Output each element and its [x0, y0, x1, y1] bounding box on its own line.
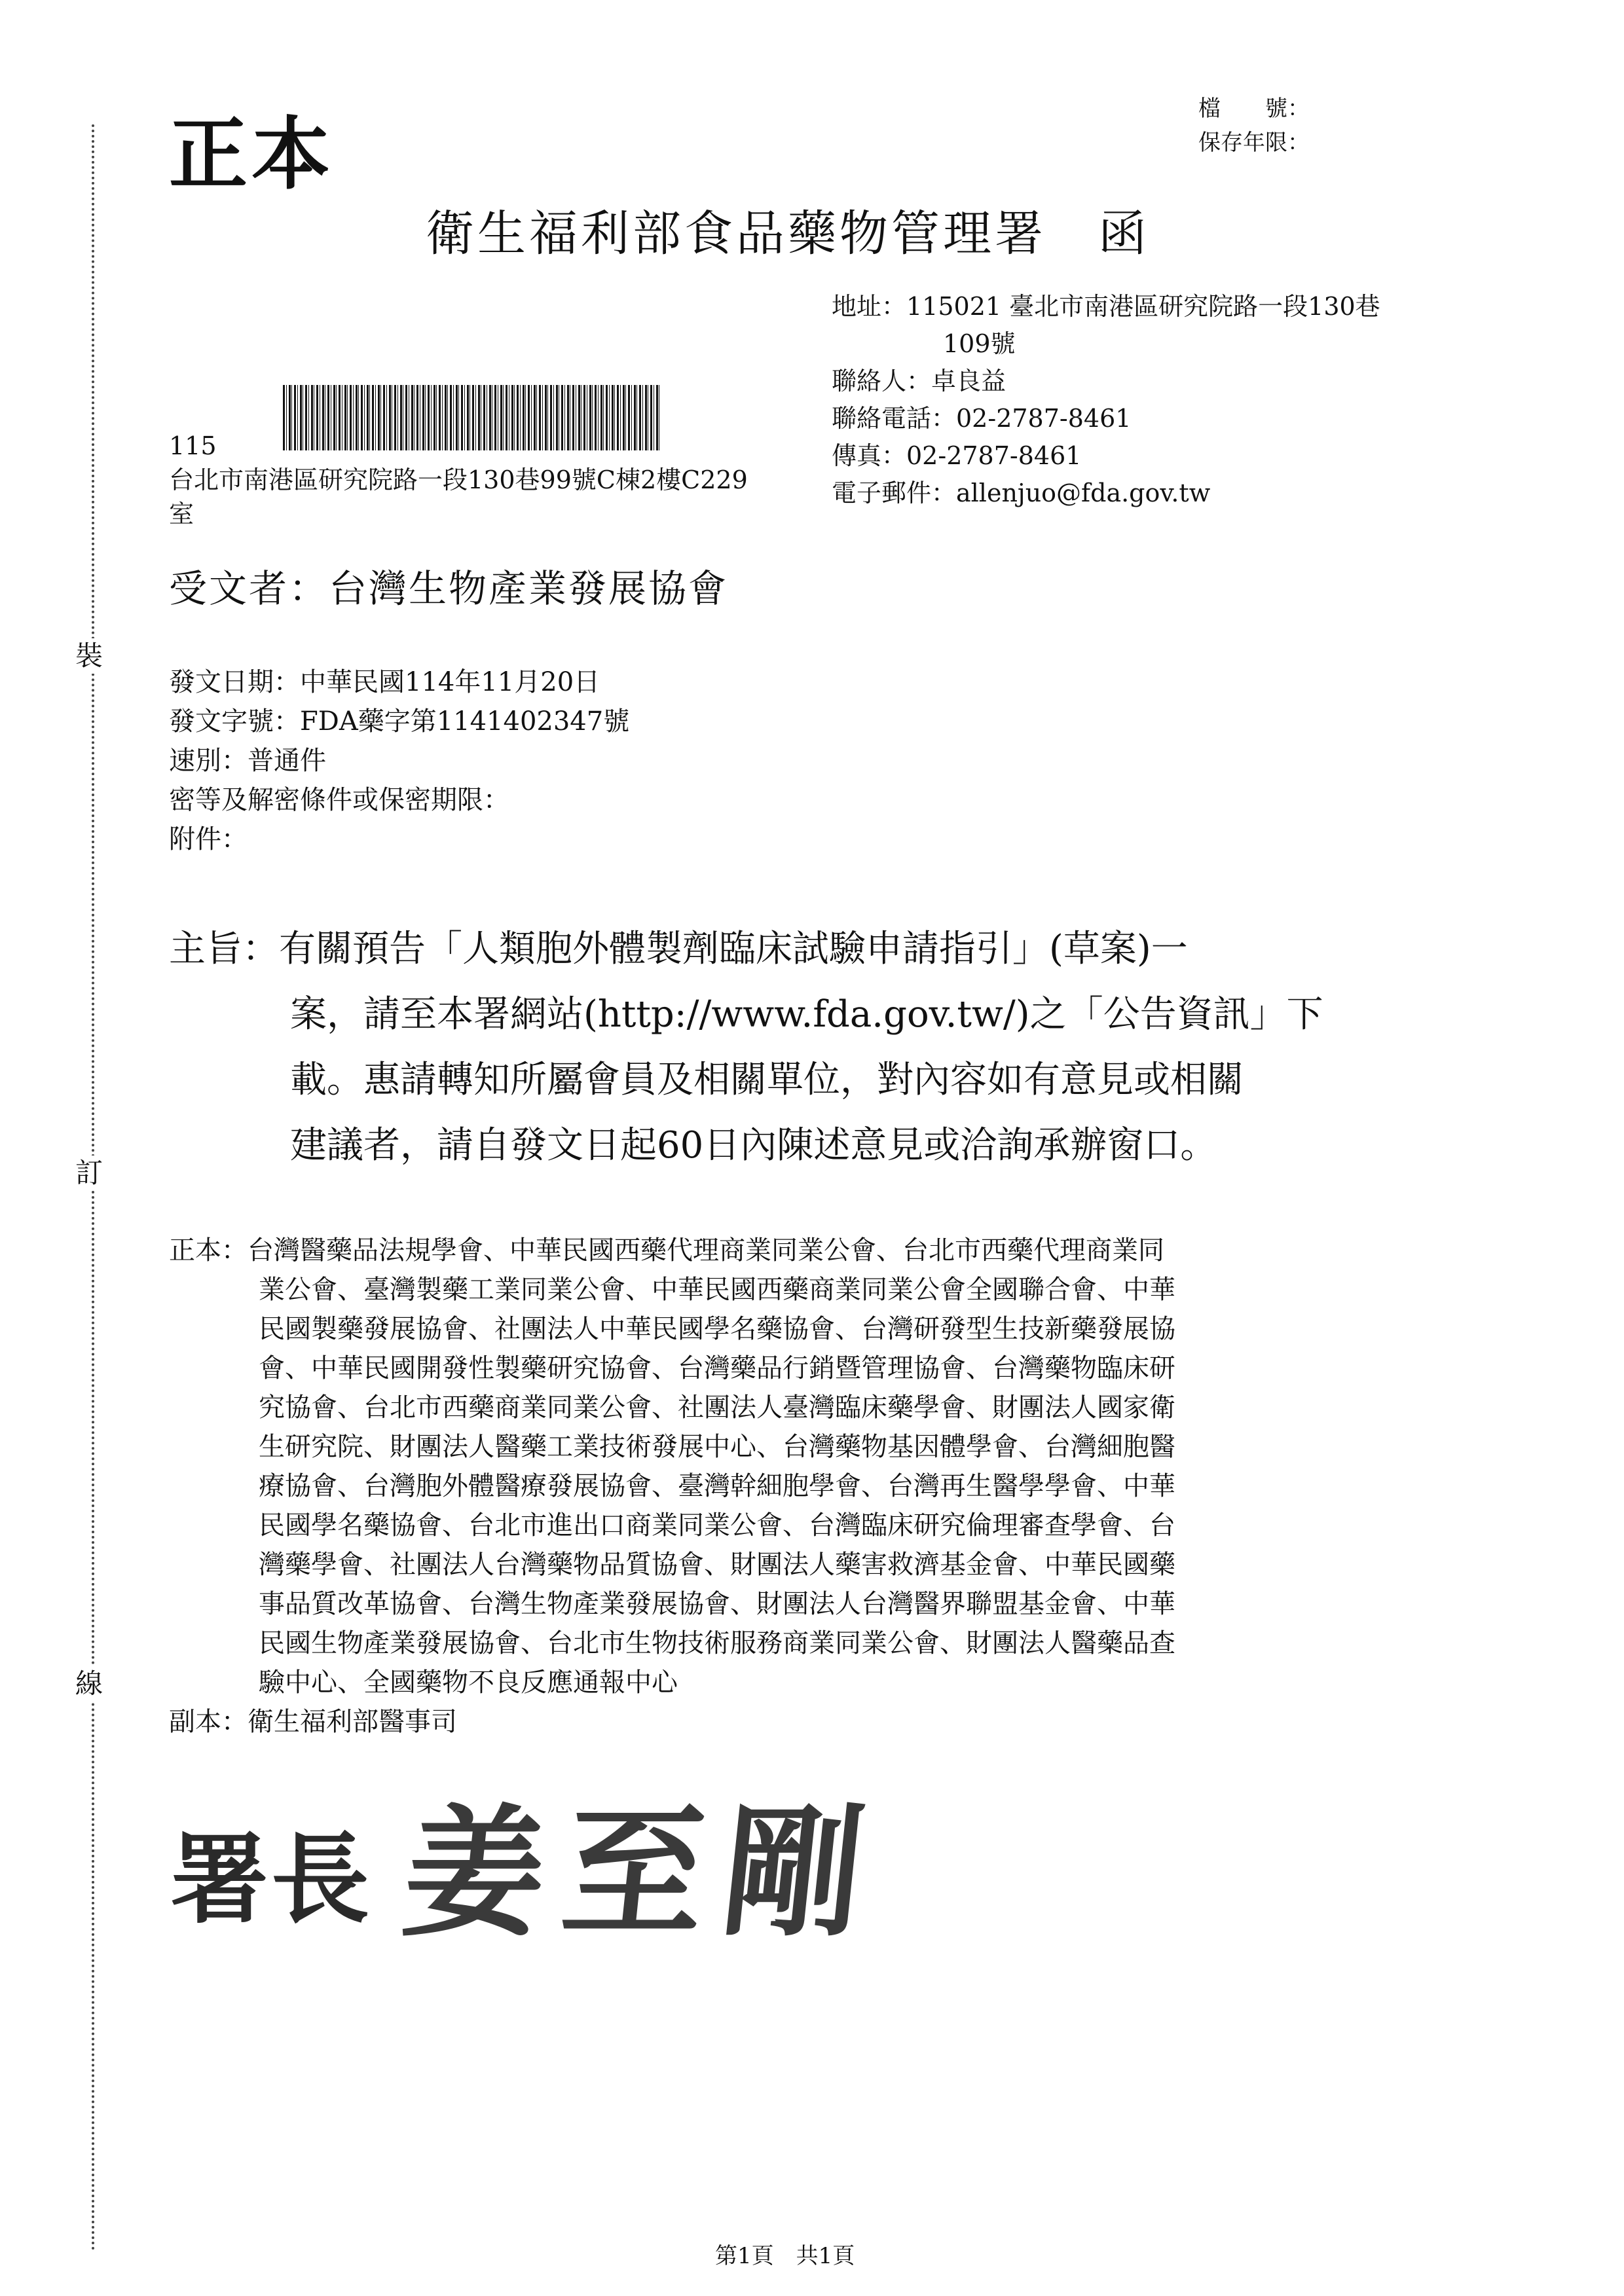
distribution-line: 療協會、台灣胞外體醫療發展協會、臺灣幹細胞學會、台灣再生醫學學會、中華 [259, 1471, 1175, 1501]
binding-mark-ding: 訂 [75, 1156, 103, 1191]
sender-address: 地址：115021 臺北市南港區研究院路一段130巷 [832, 292, 1380, 321]
binding-mark-xian: 線 [75, 1666, 103, 1702]
sender-contact-block [832, 288, 1380, 512]
distribution-line: 民國學名藥協會、台北市進出口商業同業公會、台灣臨床研究倫理審查學會、台 [259, 1510, 1175, 1540]
subject-line: 載。惠請轉知所屬會員及相關單位，對內容如有意見或相關 [290, 1059, 1244, 1101]
distribution-line: 生研究院、財團法人醫藥工業技術發展中心、台灣藥物基因體學會、台灣細胞醫 [259, 1432, 1175, 1462]
carbon-copy: 副本：衛生福利部醫事司 [169, 1707, 457, 1737]
distribution-line: 灣藥學會、社團法人台灣藥物品質協會、財團法人藥害救濟基金會、中華民國藥 [259, 1550, 1175, 1580]
original-copy-mark: 正本 [169, 108, 334, 200]
signature-name: 姜至剛 [396, 1791, 891, 1956]
distribution-line: 驗中心、全國藥物不良反應通報中心 [259, 1667, 678, 1698]
contact-fax: 傳真：02-2787-8461 [832, 441, 1082, 470]
recipient-address-block [169, 429, 748, 531]
issue-date: 發文日期：中華民國114年11月20日 [169, 667, 600, 697]
recipient-address-line2: 室 [169, 500, 194, 528]
file-number: 檔 號： [1198, 96, 1310, 122]
distribution-line: 究協會、台北市西藥商業同業公會、社團法人臺灣臨床藥學會、財團法人國家衛 [259, 1393, 1175, 1423]
distribution-line: 民國製藥發展協會、社團法人中華民國學名藥協會、台灣研發型生技新藥發展協 [259, 1314, 1175, 1344]
distribution-line: 民國生物產業發展協會、台北市生物技術服務商業同業公會、財團法人醫藥品查 [259, 1628, 1175, 1658]
document-number: 發文字號：FDA藥字第1141402347號 [169, 706, 630, 737]
subject-line: 建議者，請自發文日起60日內陳述意見或洽詢承辦窗口。 [290, 1124, 1217, 1167]
binding-mark-zhuang: 裝 [75, 638, 103, 674]
subject-block [169, 917, 1323, 1178]
distribution-line: 會、中華民國開發性製藥研究協會、台灣藥品行銷暨管理協會、台灣藥物臨床研 [259, 1353, 1175, 1383]
agency-title: 衛生福利部食品藥物管理署 函 [426, 206, 1150, 262]
recipient-address-line1: 台北市南港區研究院路一段130巷99號C棟2樓C229 [169, 465, 748, 494]
distribution-line: 業公會、臺灣製藥工業同業公會、中華民國西藥商業同業公會全國聯合會、中華 [259, 1275, 1175, 1305]
distribution-line: 正本：台灣醫藥品法規學會、中華民國西藥代理商業同業公會、台北市西藥代理商業同 [169, 1235, 1164, 1266]
contact-email: 電子郵件：allenjuo@fda.gov.tw [832, 479, 1211, 507]
delivery-speed: 速別：普通件 [169, 746, 326, 776]
page-number: 第1頁 共1頁 [715, 2243, 855, 2269]
contact-phone: 聯絡電話：02-2787-8461 [832, 404, 1132, 433]
recipient: 受文者：台灣生物產業發展協會 [169, 566, 729, 611]
distribution-line: 事品質改革協會、台灣生物產業發展協會、財團法人台灣醫界聯盟基金會、中華 [259, 1589, 1175, 1619]
signature-title: 署長 [170, 1823, 373, 1937]
file-meta [1198, 92, 1310, 160]
issue-info-block [169, 663, 629, 859]
confidentiality: 密等及解密條件或保密期限： [169, 785, 509, 815]
distribution-block [169, 1231, 1175, 1741]
subject-line: 主旨：有關預告「人類胞外體製劑臨床試驗申請指引」(草案)一 [169, 928, 1188, 970]
subject-line: 案，請至本署網站(http://www.fda.gov.tw/)之「公告資訊」下 [290, 993, 1323, 1036]
sender-address-cont: 109號 [943, 329, 1016, 358]
contact-person: 聯絡人：卓良益 [832, 367, 1006, 395]
retention-period: 保存年限： [1198, 130, 1310, 156]
recipient-postal-code: 115 [169, 431, 217, 460]
attachments: 附件： [169, 824, 248, 854]
